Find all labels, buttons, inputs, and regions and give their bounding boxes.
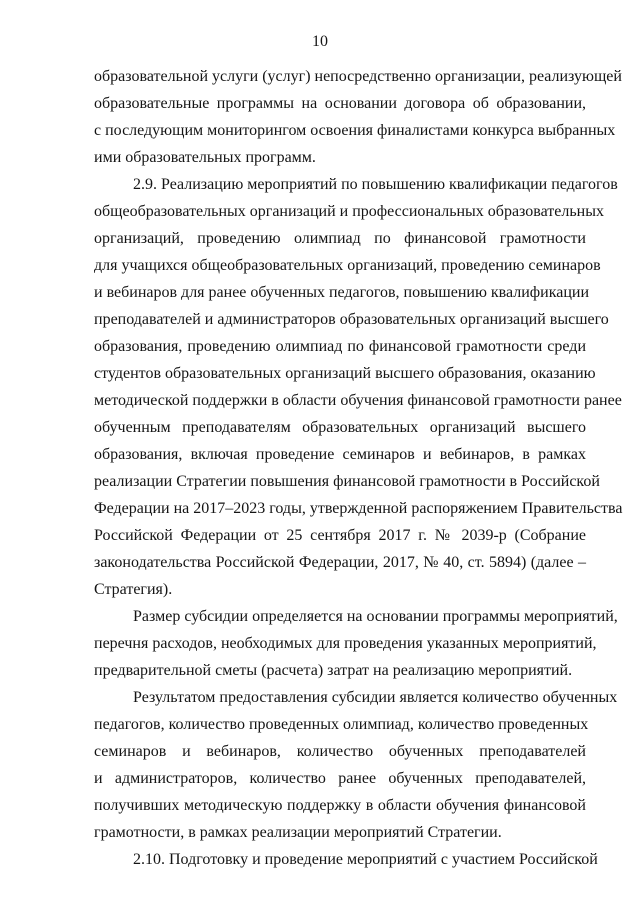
text-line: предварительной сметы (расчета) затрат на реализацию мероприятий. — [94, 662, 573, 679]
text-line: педагогов, количество проведенных олимпиад, количество проведенных — [94, 716, 589, 733]
text-line: грамотности, в рамках реализации мероприятий Стратегии. — [94, 824, 502, 841]
text-line: и администраторов, количество ранее обученных преподавателей, — [94, 770, 586, 787]
text-line: и вебинаров для ранее обученных педагогов, повышению квалификации — [94, 284, 590, 301]
text-line: методической поддержки в области обучения финансовой грамотности ранее — [94, 392, 622, 409]
text-line: Российской Федерации от 25 сентября 2017 г. № 2039-р (Собрание — [94, 527, 586, 544]
text-line: преподавателей и администраторов образовательных организаций высшего — [94, 311, 609, 328]
text-line: законодательства Российской Федерации, 2017, № 40, ст. 5894) (далее – — [94, 554, 586, 571]
text-line: обученным преподавателям образовательных организаций высшего — [94, 419, 586, 436]
text-line: студентов образовательных организаций высшего образования, оказанию — [94, 365, 596, 382]
text-line: реализации Стратегии повышения финансовой грамотности в Российской — [94, 473, 600, 490]
text-line: организаций, проведению олимпиад по финансовой грамотности — [94, 230, 586, 247]
text-line: перечня расходов, необходимых для проведения указанных мероприятий, — [94, 635, 597, 652]
text-line: Стратегия). — [94, 581, 173, 598]
text-line: образования, проведению олимпиад по финансовой грамотности среди — [94, 338, 586, 355]
text-line: Результатом предоставления субсидии является количество обученных — [133, 689, 618, 706]
text-line: образовательной услуги (услуг) непосредственно организации, реализующей — [94, 68, 622, 85]
page-number: 10 — [312, 33, 328, 50]
text-line: ими образовательных программ. — [94, 149, 316, 166]
text-line: Размер субсидии определяется на основании программы мероприятий, — [133, 608, 618, 625]
text-line: получивших методическую поддержку в области обучения финансовой — [94, 797, 586, 814]
text-line: образования, включая проведение семинаров и вебинаров, в рамках — [94, 446, 586, 463]
text-line: общеобразовательных организаций и профессиональных образовательных — [94, 203, 604, 220]
text-line: 2.10. Подготовку и проведение мероприятий с участием Российской — [133, 851, 598, 868]
text-line: Федерации на 2017–2023 годы, утвержденной распоряжением Правительства — [94, 500, 623, 517]
text-line: семинаров и вебинаров, количество обученных преподавателей — [94, 743, 586, 760]
text-line: образовательные программы на основании договора об образовании, — [94, 95, 586, 112]
text-line: 2.9. Реализацию мероприятий по повышению квалификации педагогов — [133, 176, 618, 193]
text-line: с последующим мониторингом освоения финалистами конкурса выбранных — [94, 122, 616, 139]
text-line: для учащихся общеобразовательных организаций, проведению семинаров — [94, 257, 601, 274]
